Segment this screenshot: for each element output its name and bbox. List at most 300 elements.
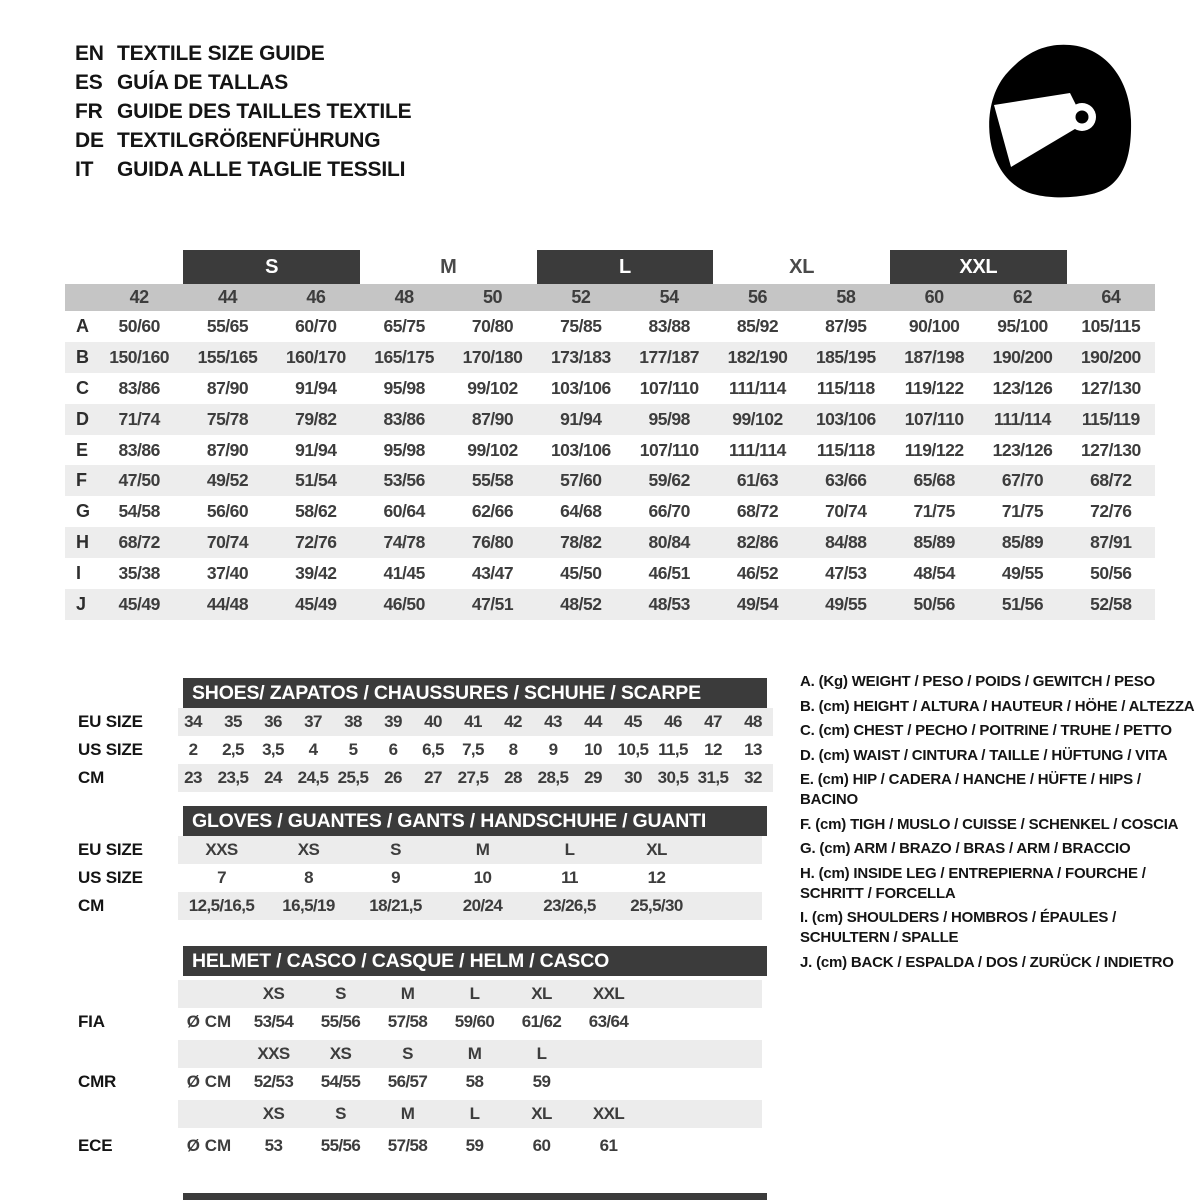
table-row-b (65, 342, 1155, 373)
size-cell: 82/86 (736, 532, 779, 553)
size-cell: 185/195 (815, 346, 876, 367)
size-cell: 60/70 (295, 315, 337, 336)
size-cell: 46/52 (736, 563, 779, 584)
row-label-us-size: US SIZE (78, 868, 143, 887)
shoes-us-row (65, 736, 780, 764)
shoe-cm-cell: 27 (424, 768, 442, 787)
header-line-it (75, 158, 405, 180)
helmet-size-cell: XL (531, 984, 552, 1003)
helmet-icon (978, 40, 1138, 202)
size-label-m: M (440, 255, 457, 278)
shoe-eu-cell: 35 (224, 712, 242, 731)
diameter-unit: Ø CM (186, 1136, 232, 1155)
numeric-size: 60 (924, 287, 944, 307)
lang-code: IT (75, 158, 94, 181)
shoe-cm-cell: 30 (624, 768, 642, 787)
size-cell: 55/65 (206, 315, 249, 336)
numeric-size: 52 (571, 287, 591, 307)
table-row-i (65, 558, 1155, 589)
size-cell: 56/60 (206, 501, 249, 522)
size-cell: 119/122 (904, 377, 964, 398)
size-cell: 41/45 (383, 563, 425, 584)
numeric-size: 50 (482, 287, 502, 307)
numeric-size: 62 (1012, 287, 1032, 307)
size-cell: 68/72 (118, 532, 160, 553)
helmet-size-cell: L (469, 1104, 480, 1123)
glove-us-cell: 8 (304, 868, 313, 887)
size-cell: 85/89 (913, 532, 955, 553)
size-cell: 103/106 (815, 408, 876, 429)
size-cell: 48/54 (913, 563, 955, 584)
legend-entry: H. (cm) INSIDE LEG / ENTREPIERNA / FOURCHE / SCHRITT / FORCELLA (800, 864, 1146, 902)
glove-eu-cell: XXS (205, 840, 238, 859)
glove-eu-cell: XS (297, 840, 320, 859)
size-cell: 72/76 (295, 532, 337, 553)
size-cell: 44/48 (206, 593, 249, 614)
size-cell: 70/74 (206, 532, 249, 553)
helmet-ece-cell: 55/56 (320, 1136, 361, 1155)
size-cell: 87/95 (825, 315, 867, 336)
size-cell: 155/165 (197, 346, 258, 367)
row-key: G (76, 501, 91, 522)
shoe-us-cell: 4 (308, 740, 318, 759)
legend-entry: D. (cm) WAIST / CINTURA / TAILLE / HÜFTUNG / VITA (800, 746, 1168, 764)
helmet-size-cell: XXL (592, 984, 625, 1003)
size-cell: 107/110 (904, 408, 964, 429)
glove-eu-cell: L (564, 840, 575, 859)
helmet-size-cell: S (402, 1044, 413, 1063)
size-cell: 83/86 (383, 408, 425, 429)
size-cell: 61/63 (736, 470, 779, 491)
size-cell: 47/51 (471, 593, 514, 614)
helmet-size-cell: L (536, 1044, 547, 1063)
gloves-eu-row (65, 836, 780, 864)
header-line-de (75, 129, 380, 151)
shoe-cm-cell: 28,5 (537, 768, 569, 787)
legend-entry: F. (cm) TIGH / MUSLO / CUISSE / SCHENKEL / COSCIA (800, 815, 1179, 833)
size-cell: 119/122 (904, 439, 964, 460)
size-cell: 127/130 (1080, 439, 1141, 460)
shoe-eu-cell: 36 (264, 712, 282, 731)
shoe-eu-cell: 38 (344, 712, 362, 731)
size-label-xxl: XXL (890, 250, 1067, 284)
size-cell: 49/55 (825, 593, 867, 614)
shoe-cm-cell: 26 (384, 768, 402, 787)
size-cell: 47/50 (118, 470, 160, 491)
shoe-eu-cell: 42 (504, 712, 522, 731)
size-cell: 43/47 (471, 563, 514, 584)
helmet-fia-row (65, 1008, 780, 1036)
shoe-us-cell: 3,5 (262, 740, 284, 759)
shoe-us-cell: 10 (584, 740, 602, 759)
legend-entry: J. (cm) BACK / ESPALDA / DOS / ZURÜCK / INDIETRO (800, 953, 1174, 971)
size-cell: 45/50 (560, 563, 602, 584)
numeric-size: 42 (129, 287, 149, 307)
size-cell: 111/114 (994, 408, 1051, 429)
shoe-cm-cell: 31,5 (697, 768, 729, 787)
numeric-size: 44 (217, 287, 237, 307)
size-cell: 74/78 (383, 532, 425, 553)
glove-eu-cell: XL (646, 840, 667, 859)
size-cell: 83/86 (118, 377, 160, 398)
size-cell: 83/88 (648, 315, 690, 336)
lang-code: DE (75, 129, 104, 152)
helmet-ece-cell: 57/58 (387, 1136, 428, 1155)
measurement-legend (800, 672, 1198, 977)
shoe-eu-cell: 48 (744, 712, 762, 731)
size-cell: 87/90 (206, 439, 249, 460)
size-cell: 76/80 (471, 532, 514, 553)
shoe-us-cell: 13 (744, 740, 762, 759)
size-cell: 75/85 (560, 315, 602, 336)
size-cell: 49/52 (206, 470, 249, 491)
row-key: B (76, 346, 89, 367)
helmet-fia-cell: 53/54 (253, 1012, 294, 1031)
shoe-eu-cell: 44 (584, 712, 602, 731)
size-cell: 80/84 (648, 532, 690, 553)
table-row-a (65, 311, 1155, 342)
header-line-fr (75, 100, 411, 122)
shoe-eu-cell: 47 (704, 712, 722, 731)
diameter-unit: Ø CM (186, 1072, 232, 1091)
row-label-eu-size: EU SIZE (78, 712, 143, 731)
row-key: F (76, 470, 87, 491)
size-cell: 99/102 (467, 377, 518, 398)
shoe-eu-cell: 45 (624, 712, 642, 731)
size-cell: 127/130 (1080, 377, 1141, 398)
row-key: E (76, 439, 89, 460)
helmet-ece-row (65, 1132, 780, 1160)
size-cell: 78/82 (560, 532, 602, 553)
glove-cm-cell: 25,5/30 (630, 896, 683, 915)
size-cell: 170/180 (462, 346, 523, 367)
shoe-cm-cell: 25,5 (337, 768, 369, 787)
size-cell: 99/102 (732, 408, 783, 429)
shoe-eu-cell: 43 (544, 712, 562, 731)
size-cell: 52/58 (1090, 593, 1132, 614)
numeric-size: 48 (394, 287, 414, 307)
helmet-ece-cell: 59 (465, 1136, 484, 1155)
row-label-eu-size: EU SIZE (78, 840, 143, 859)
size-cell: 190/200 (1080, 346, 1141, 367)
row-label-fia: FIA (78, 1012, 105, 1031)
size-cell: 71/75 (1001, 501, 1044, 522)
size-cell: 50/56 (1090, 563, 1132, 584)
size-cell: 107/110 (639, 377, 699, 398)
size-cell: 115/119 (1081, 408, 1140, 429)
size-cell: 66/70 (648, 501, 690, 522)
shoe-cm-cell: 23,5 (217, 768, 249, 787)
size-cell: 65/68 (913, 470, 955, 491)
shoes-cm-row (65, 764, 780, 792)
shoes-eu-row (65, 708, 780, 736)
helmet-fia-sizes-row (65, 980, 780, 1008)
size-cell: 51/56 (1001, 593, 1044, 614)
helmet-size-cell: XS (262, 1104, 285, 1123)
header-line-en (75, 42, 325, 64)
legend-entry: A. (Kg) WEIGHT / PESO / POIDS / GEWITCH / PESO (800, 673, 1155, 690)
row-label-cmr: CMR (78, 1072, 117, 1091)
shoe-eu-cell: 37 (304, 712, 322, 731)
helmet-size-cell: XS (329, 1044, 352, 1063)
helmet-fia-cell: 61/62 (521, 1012, 562, 1031)
size-cell: 75/78 (206, 408, 249, 429)
size-cell: 39/42 (295, 563, 337, 584)
size-cell: 72/76 (1090, 501, 1132, 522)
size-cell: 67/70 (1001, 470, 1044, 491)
helmet-ece-sizes-row (65, 1100, 780, 1128)
size-label-s: S (183, 250, 360, 284)
shoe-us-cell: 5 (348, 740, 358, 759)
size-cell: 49/55 (1001, 563, 1044, 584)
guide-title: TEXTILE SIZE GUIDE (117, 42, 325, 65)
numeric-size: 56 (747, 287, 767, 307)
helmet-size-cell: M (400, 984, 415, 1003)
shoe-eu-cell: 46 (664, 712, 682, 731)
size-cell: 111/114 (729, 377, 786, 398)
size-cell: 91/94 (295, 377, 337, 398)
gloves-section-header: GLOVES / GUANTES / GANTS / HANDSCHUHE / GUANTI (183, 806, 767, 836)
glove-eu-cell: S (390, 840, 401, 859)
main-size-table (65, 250, 1155, 620)
helmet-size-cell: L (469, 984, 480, 1003)
legend-entry: B. (cm) HEIGHT / ALTURA / HAUTEUR / HÖHE / ALTEZZA (800, 697, 1195, 715)
helmet-cmr-cell: 58 (465, 1072, 484, 1091)
size-cell: 50/56 (913, 593, 955, 614)
helmet-size-cell: M (467, 1044, 482, 1063)
helmet-fia-cell: 57/58 (387, 1012, 428, 1031)
size-cell: 95/98 (383, 377, 425, 398)
size-cell: 45/49 (295, 593, 337, 614)
size-cell: 115/118 (816, 377, 875, 398)
shoe-us-cell: 9 (548, 740, 558, 759)
helmet-cmr-cell: 59 (532, 1072, 551, 1091)
table-row-g (65, 496, 1155, 527)
row-key: D (76, 408, 89, 429)
size-cell: 53/56 (383, 470, 425, 491)
size-cell: 55/58 (471, 470, 514, 491)
size-cell: 95/100 (997, 315, 1048, 336)
size-cell: 123/126 (992, 439, 1053, 460)
helmet-section-header: HELMET / CASCO / CASQUE / HELM / CASCO (183, 946, 767, 976)
bottom-cutoff-band (183, 1193, 767, 1200)
size-cell: 35/38 (118, 563, 160, 584)
shoe-us-cell: 7,5 (462, 740, 484, 759)
helmet-size-cell: XXS (257, 1044, 290, 1063)
size-cell: 123/126 (992, 377, 1053, 398)
size-cell: 85/89 (1001, 532, 1044, 553)
size-cell: 87/90 (206, 377, 249, 398)
glove-us-cell: 12 (647, 868, 666, 887)
shoe-cm-cell: 23 (184, 768, 202, 787)
helmet-size-cell: XS (262, 984, 285, 1003)
size-cell: 87/90 (471, 408, 514, 429)
size-cell: 91/94 (295, 439, 337, 460)
size-cell: 85/92 (736, 315, 779, 336)
glove-us-cell: 9 (391, 868, 400, 887)
size-cell: 71/74 (118, 408, 160, 429)
size-cell: 70/80 (471, 315, 514, 336)
helmet-cmr-sizes-row (65, 1040, 780, 1068)
shoe-cm-cell: 24 (264, 768, 282, 787)
glove-us-cell: 10 (473, 868, 492, 887)
numeric-size-band (65, 284, 1155, 311)
size-cell: 177/187 (639, 346, 700, 367)
shoe-us-cell: 6,5 (422, 740, 444, 759)
row-key: I (76, 563, 82, 584)
table-row-h (65, 527, 1155, 558)
helmet-size-cell: S (335, 984, 346, 1003)
numeric-size: 46 (306, 287, 326, 307)
size-cell: 91/94 (560, 408, 602, 429)
row-label-us-size: US SIZE (78, 740, 143, 759)
size-cell: 46/50 (383, 593, 425, 614)
lang-code: FR (75, 100, 103, 123)
table-row-c (65, 373, 1155, 404)
helmet-ece-cell: 61 (599, 1136, 618, 1155)
helmet-cmr-cell: 56/57 (387, 1072, 428, 1091)
shoe-cm-cell: 30,5 (657, 768, 689, 787)
size-cell: 111/114 (729, 439, 786, 460)
size-cell: 115/118 (816, 439, 875, 460)
glove-cm-cell: 20/24 (462, 896, 503, 915)
size-cell: 60/64 (383, 501, 425, 522)
size-cell: 62/66 (471, 501, 514, 522)
shoe-us-cell: 6 (388, 740, 398, 759)
diameter-unit: Ø CM (186, 1012, 232, 1031)
guide-title: TEXTILGRÖßENFÜHRUNG (117, 129, 381, 152)
size-cell: 160/170 (285, 346, 346, 367)
row-key: A (76, 315, 89, 336)
numeric-size: 54 (659, 287, 679, 307)
table-row-d (65, 404, 1155, 435)
table-row-f (65, 465, 1155, 496)
size-cell: 107/110 (639, 439, 699, 460)
helmet-size-cell: XXL (592, 1104, 625, 1123)
numeric-size: 58 (836, 287, 856, 307)
shoe-cm-cell: 24,5 (297, 768, 329, 787)
shoe-cm-cell: 27,5 (457, 768, 489, 787)
shoe-us-cell: 2 (188, 740, 198, 759)
size-cell: 58/62 (295, 501, 337, 522)
helmet-size-cell: S (335, 1104, 346, 1123)
size-cell: 103/106 (550, 377, 611, 398)
size-cell: 187/198 (904, 346, 965, 367)
gloves-us-row (65, 864, 780, 892)
shoe-us-cell: 10,5 (617, 740, 649, 759)
glove-us-cell: 7 (217, 868, 226, 887)
helmet-cmr-row (65, 1068, 780, 1096)
numeric-size: 64 (1101, 287, 1121, 307)
shoe-cm-cell: 32 (744, 768, 762, 787)
header-line-es (75, 71, 288, 93)
size-cell: 95/98 (383, 439, 425, 460)
size-cell: 79/82 (295, 408, 337, 429)
lang-code: EN (75, 42, 104, 65)
lang-code: ES (75, 71, 103, 94)
size-cell: 37/40 (206, 563, 249, 584)
size-cell: 173/183 (550, 346, 611, 367)
size-cell: 83/86 (118, 439, 160, 460)
shoe-us-cell: 2,5 (222, 740, 244, 759)
size-cell: 48/52 (560, 593, 602, 614)
shoe-eu-cell: 41 (464, 712, 482, 731)
helmet-size-cell: XL (531, 1104, 552, 1123)
guide-title: GUÍA DE TALLAS (117, 71, 289, 94)
size-cell: 165/175 (374, 346, 435, 367)
helmet-ece-cell: 53 (264, 1136, 283, 1155)
size-cell: 63/66 (825, 470, 867, 491)
legend-entry: I. (cm) SHOULDERS / HOMBROS / ÉPAULES / SCHULTERN / SPALLE (800, 909, 1117, 946)
size-label-xl: XL (789, 255, 815, 278)
shoes-section-header: SHOES/ ZAPATOS / CHAUSSURES / SCHUHE / SCARPE (183, 678, 767, 708)
gloves-cm-row (65, 892, 780, 920)
legend-entry: G. (cm) ARM / BRAZO / BRAS / ARM / BRACCIO (800, 840, 1131, 857)
size-cell: 71/75 (913, 501, 955, 522)
size-cell: 65/75 (383, 315, 425, 336)
shoe-us-cell: 11,5 (658, 740, 688, 759)
size-cell: 68/72 (736, 501, 779, 522)
size-cell: 46/51 (648, 563, 690, 584)
size-cell: 48/53 (648, 593, 690, 614)
size-label-l: L (537, 250, 714, 284)
shoe-cm-cell: 29 (584, 768, 602, 787)
helmet-fia-cell: 63/64 (588, 1012, 629, 1031)
size-cell: 49/54 (736, 593, 779, 614)
row-label-cm: CM (78, 896, 105, 915)
size-cell: 182/190 (727, 346, 788, 367)
helmet-cmr-cell: 52/53 (253, 1072, 294, 1091)
glove-cm-cell: 12,5/16,5 (188, 896, 255, 915)
size-cell: 68/72 (1090, 470, 1132, 491)
glove-us-cell: 11 (561, 868, 578, 887)
glove-cm-cell: 16,5/19 (282, 896, 335, 915)
shoe-us-cell: 12 (704, 740, 722, 759)
glove-cm-cell: 18/21,5 (369, 896, 422, 915)
size-cell: 50/60 (118, 315, 160, 336)
size-cell: 190/200 (992, 346, 1053, 367)
helmet-cmr-cell: 54/55 (320, 1072, 361, 1091)
row-key: J (76, 593, 87, 614)
size-cell: 103/106 (550, 439, 611, 460)
row-key: C (76, 377, 89, 398)
size-cell: 45/49 (118, 593, 160, 614)
size-cell: 90/100 (908, 315, 960, 336)
shoe-eu-cell: 34 (184, 712, 202, 731)
legend-entry: C. (cm) CHEST / PECHO / POITRINE / TRUHE / PETTO (800, 722, 1172, 739)
size-cell: 105/115 (1081, 315, 1141, 336)
size-cell: 51/54 (295, 470, 337, 491)
size-cell: 64/68 (560, 501, 602, 522)
size-cell: 59/62 (648, 470, 690, 491)
row-key: H (76, 532, 89, 553)
size-cell: 87/91 (1090, 532, 1132, 553)
size-cell: 54/58 (118, 501, 160, 522)
helmet-fia-cell: 55/56 (320, 1012, 361, 1031)
size-cell: 150/160 (109, 346, 170, 367)
size-cell: 57/60 (560, 470, 602, 491)
row-label-ece: ECE (78, 1136, 113, 1155)
shoe-cm-cell: 28 (504, 768, 522, 787)
table-row-j (65, 589, 1155, 620)
helmet-ece-cell: 60 (532, 1136, 551, 1155)
letter-size-band (65, 250, 1155, 284)
legend-entry: E. (cm) HIP / CADERA / HANCHE / HÜFTE / HIPS / BACINO (800, 771, 1141, 808)
guide-title: GUIDA ALLE TAGLIE TESSILI (117, 158, 406, 181)
row-label-cm: CM (78, 768, 105, 787)
table-row-e (65, 435, 1155, 466)
size-cell: 70/74 (825, 501, 867, 522)
